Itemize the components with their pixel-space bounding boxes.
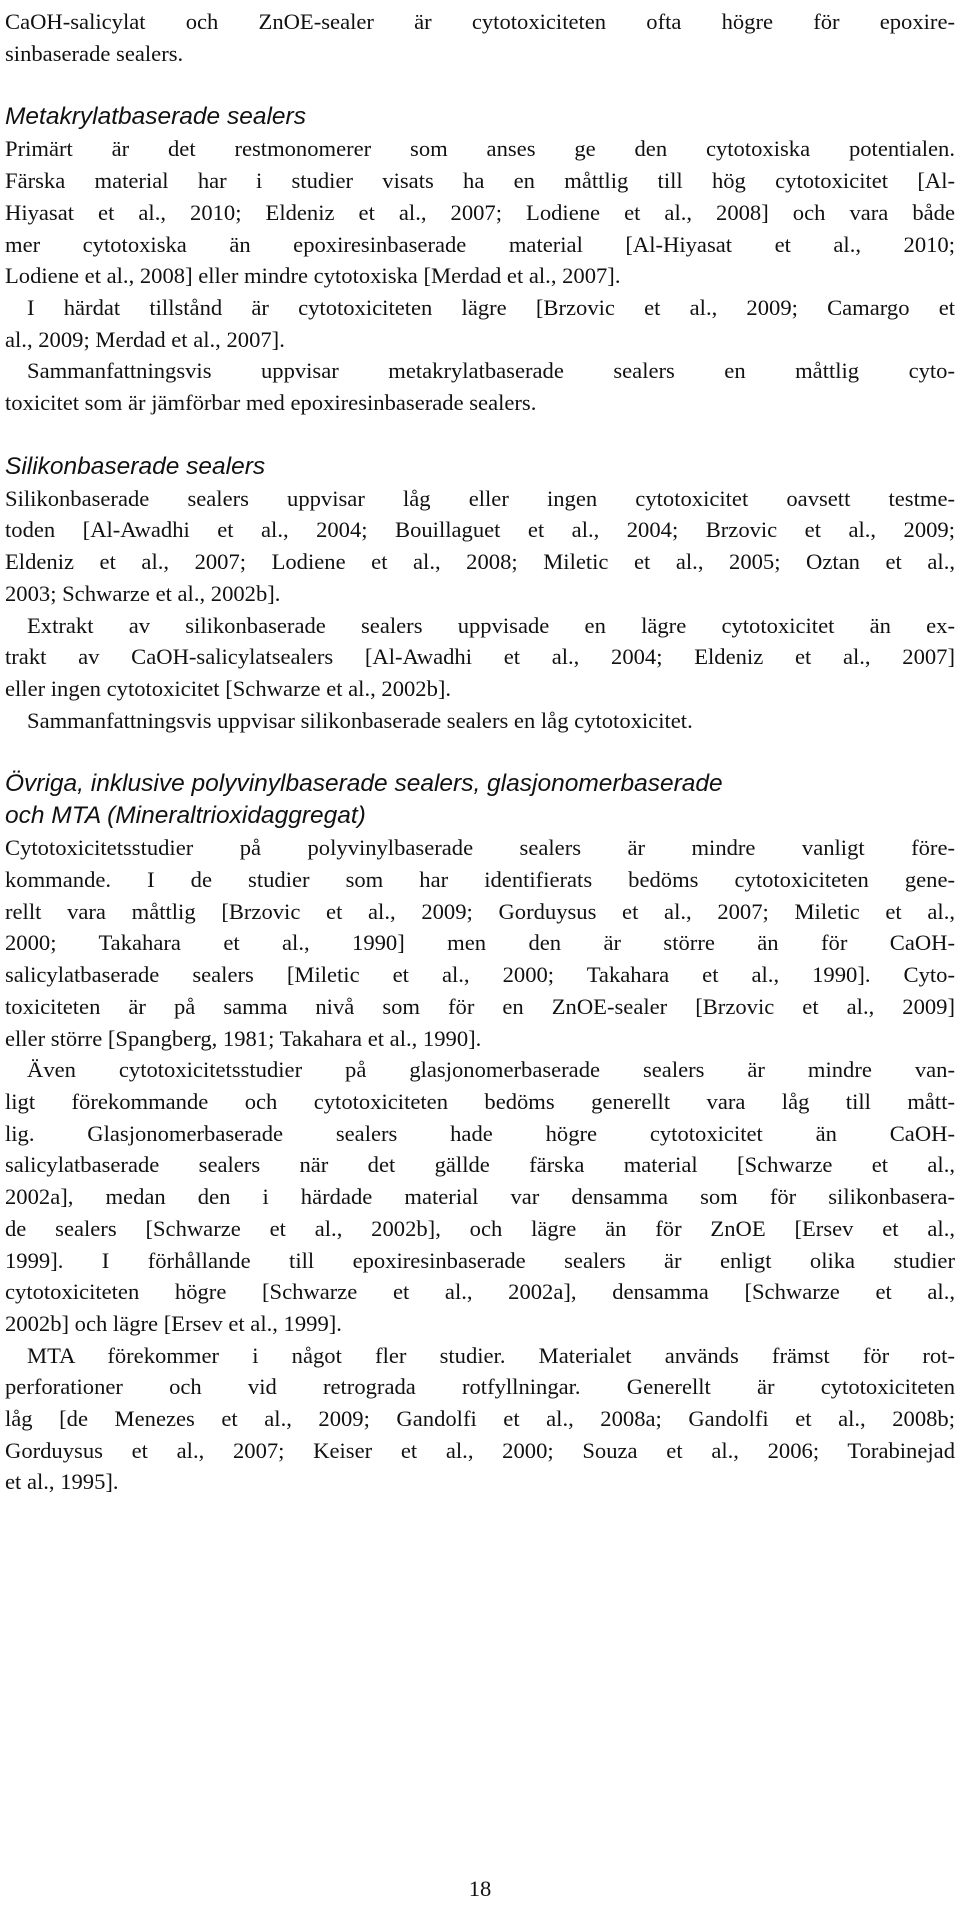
text-line: ligt förekommande och cytotoxiciteten bedöms generellt vara låg till mått- [5,1088,955,1114]
text-line: toxicitet som är jämförbar med epoxiresinbaserade sealers. [5,390,537,416]
text-line: al., 2009; Merdad et al., 2007]. [5,326,285,352]
text-line: 2002b] och lägre [Ersev et al., 1999]. [5,1310,342,1336]
text-line: Färska material har i studier visats ha en måttlig till hög cytotoxicitet [Al- [5,168,955,194]
text-line: Sammanfattningsvis uppvisar metakrylatbaserade sealers en måttlig cyto- [27,358,955,384]
section-heading-metakrylat: Metakrylatbaserade sealers [5,103,306,131]
paragraph [5,1054,955,1339]
text-line: Primärt är det restmonomerer som anses ge den cytotoxiska potentialen. [5,136,955,162]
text-line: Silikonbaserade sealers uppvisar låg eller ingen cytotoxicitet oavsett testme- [5,485,955,511]
text-line: Sammanfattningsvis uppvisar silikonbaserade sealers en låg cytotoxicitet. [27,707,693,733]
text-line: rellt vara måttlig [Brzovic et al., 2009; Gorduysus et al., 2007; Miletic et al., [5,898,955,924]
text-line: toden [Al-Awadhi et al., 2004; Bouillaguet et al., 2004; Brzovic et al., 2009; [5,517,955,543]
text-line: MTA förekommer i något fler studier. Materialet används främst för rot- [27,1342,955,1368]
paragraph [5,133,955,292]
text-line: 1999]. I förhållande till epoxiresinbaserade sealers är enligt olika studier [5,1247,955,1273]
paragraph [5,1340,955,1499]
text-line: Även cytotoxicitetsstudier på glasjonomerbaserade sealers är mindre van- [27,1057,955,1083]
text-line: eller större [Spangberg, 1981; Takahara et al., 1990]. [5,1025,482,1051]
text-line: eller ingen cytotoxicitet [Schwarze et al., 2002b]. [5,675,452,701]
text-line: salicylatbaserade sealers [Miletic et al., 2000; Takahara et al., 1990]. Cyto- [5,962,955,988]
text-line: 2003; Schwarze et al., 2002b]. [5,580,281,606]
paragraph [5,610,955,705]
text-line: CaOH-salicylat och ZnOE-sealer är cytotoxiciteten ofta högre för epoxire- [5,9,955,34]
text-line: I härdat tillstånd är cytotoxiciteten lägre [Brzovic et al., 2009; Camargo et [27,294,955,320]
text-line: et al., 1995]. [5,1469,119,1495]
paragraph [5,705,955,737]
text-line: Extrakt av silikonbaserade sealers uppvisade en lägre cytotoxicitet än ex- [27,612,955,638]
text-line: toxiciteten är på samma nivå som för en ZnOE-sealer [Brzovic et al., 2009] [5,993,955,1019]
section-heading-silikon: Silikonbaserade sealers [5,452,266,480]
paragraph [5,832,955,1054]
text-line: mer cytotoxiska än epoxiresinbaserade material [Al-Hiyasat et al., 2010; [5,231,955,257]
text-line: Gorduysus et al., 2007; Keiser et al., 2000; Souza et al., 2006; Torabinejad [5,1437,955,1463]
text-line: perforationer och vid retrograda rotfyllningar. Generellt är cytotoxiciteten [5,1374,955,1400]
text-line: salicylatbaserade sealers när det gällde färska material [Schwarze et al., [5,1152,955,1178]
text-line: lig. Glasjonomerbaserade sealers hade högre cytotoxicitet än CaOH- [5,1120,955,1146]
text-line: 2000; Takahara et al., 1990] men den är större än för CaOH- [5,930,955,956]
text-line: Hiyasat et al., 2010; Eldeniz et al., 2007; Lodiene et al., 2008] och vara både [5,199,955,225]
intro-paragraph [5,6,955,69]
text-line: de sealers [Schwarze et al., 2002b], och lägre än för ZnOE [Ersev et al., [5,1215,955,1241]
text-line: trakt av CaOH-salicylatsealers [Al-Awadhi et al., 2004; Eldeniz et al., 2007] [5,644,955,670]
text-line: Lodiene et al., 2008] eller mindre cytotoxiska [Merdad et al., 2007]. [5,263,621,289]
paragraph [5,355,955,418]
text-line: sinbaserade sealers. [5,40,184,66]
text-line: Cytotoxicitetsstudier på polyvinylbaserade sealers är mindre vanligt före- [5,835,955,861]
page-number: 18 [468,1876,492,1901]
text-line: cytotoxiciteten högre [Schwarze et al., 2002a], densamma [Schwarze et al., [5,1279,955,1305]
section-heading-ovriga-line2: och MTA (Mineraltrioxidaggregat) [5,802,366,830]
text-line: kommande. I de studier som har identifierats bedöms cytotoxiciteten gene- [5,867,955,893]
text-line: Eldeniz et al., 2007; Lodiene et al., 2008; Miletic et al., 2005; Oztan et al., [5,549,955,575]
text-line: 2002a], medan den i härdade material var densamma som för silikonbasera- [5,1184,955,1210]
section-heading-ovriga: Övriga, inklusive polyvinylbaserade sealers, glasjonomerbaserade [5,770,723,798]
text-line: låg [de Menezes et al., 2009; Gandolfi et al., 2008a; Gandolfi et al., 2008b; [5,1406,955,1432]
paragraph [5,483,955,610]
paragraph [5,292,955,355]
